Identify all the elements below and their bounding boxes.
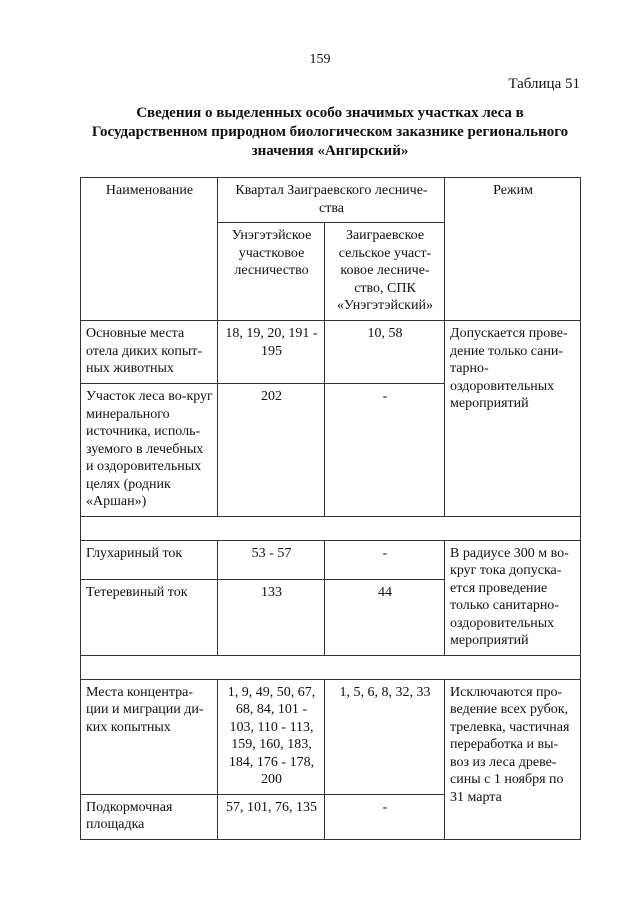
header-forestry-1: Унэгэтэйское участковое лесничество <box>218 223 325 321</box>
row-quarter-2: 10, 58 <box>325 321 445 384</box>
row-regime: Допускается прове-дение только сани-тарно-оздоровительных мероприятий <box>445 321 581 517</box>
title-line: значения «Ангирский» <box>251 143 409 159</box>
row-quarter-2: 44 <box>325 579 445 655</box>
page-number: 159 <box>309 52 331 67</box>
row-name: Глухариный ток <box>81 540 218 579</box>
row-quarter-1: 202 <box>218 384 325 517</box>
row-quarter-1: 1, 9, 49, 50, 67, 68, 84, 101 - 103, 110 - 113, 159, 160, 183, 184, 176 - 178, 200 <box>218 679 325 794</box>
header-regime: Режим <box>445 178 581 321</box>
row-name: Тетеревиный ток <box>81 579 218 655</box>
zones-table <box>80 177 581 840</box>
table-label: Таблица 51 <box>508 76 580 92</box>
row-quarter-1: 133 <box>218 579 325 655</box>
row-name: Основные места отела диких копыт-ных животных <box>81 321 218 384</box>
row-quarter-1: 18, 19, 20, 191 - 195 <box>218 321 325 384</box>
row-regime: Исключаются про-ведение всех рубок, трелевка, частичная переработка и вы-воз из леса древе-сины с 1 ноября по 31 марта <box>445 679 581 839</box>
header-forestry-2: Заиграевское сельское участ-ковое лесниче-ство, СПК «Унэгэтэйский» <box>325 223 445 321</box>
row-quarter-2: 1, 5, 6, 8, 32, 33 <box>325 679 445 794</box>
group-separator <box>81 655 581 679</box>
row-quarter-2: - <box>325 540 445 579</box>
row-quarter-1: 57, 101, 76, 135 <box>218 794 325 839</box>
group-separator <box>81 516 581 540</box>
header-name: Наименование <box>81 178 218 321</box>
row-quarter-1: 53 - 57 <box>218 540 325 579</box>
row-quarter-2: - <box>325 384 445 517</box>
row-name: Подкормочная площадка <box>81 794 218 839</box>
row-regime: В радиусе 300 м во-круг тока допуска-ется проведение только санитарно-оздоровительных мероприятий <box>445 540 581 655</box>
title-line: Государственном природном биологическом заказнике регионального <box>91 124 569 140</box>
row-name: Места концентра-ции и миграции ди-ких копытных <box>81 679 218 794</box>
row-quarter-2: - <box>325 794 445 839</box>
row-name: Участок леса во-круг минерального источника, исполь-зуемого в лечебных и оздоровительных целях (родник «Аршан») <box>81 384 218 517</box>
title-line: Сведения о выделенных особо значимых участках леса в <box>136 105 524 121</box>
document-title <box>70 104 590 161</box>
header-quarter: Квартал Заиграевского лесниче-ства <box>218 178 445 223</box>
